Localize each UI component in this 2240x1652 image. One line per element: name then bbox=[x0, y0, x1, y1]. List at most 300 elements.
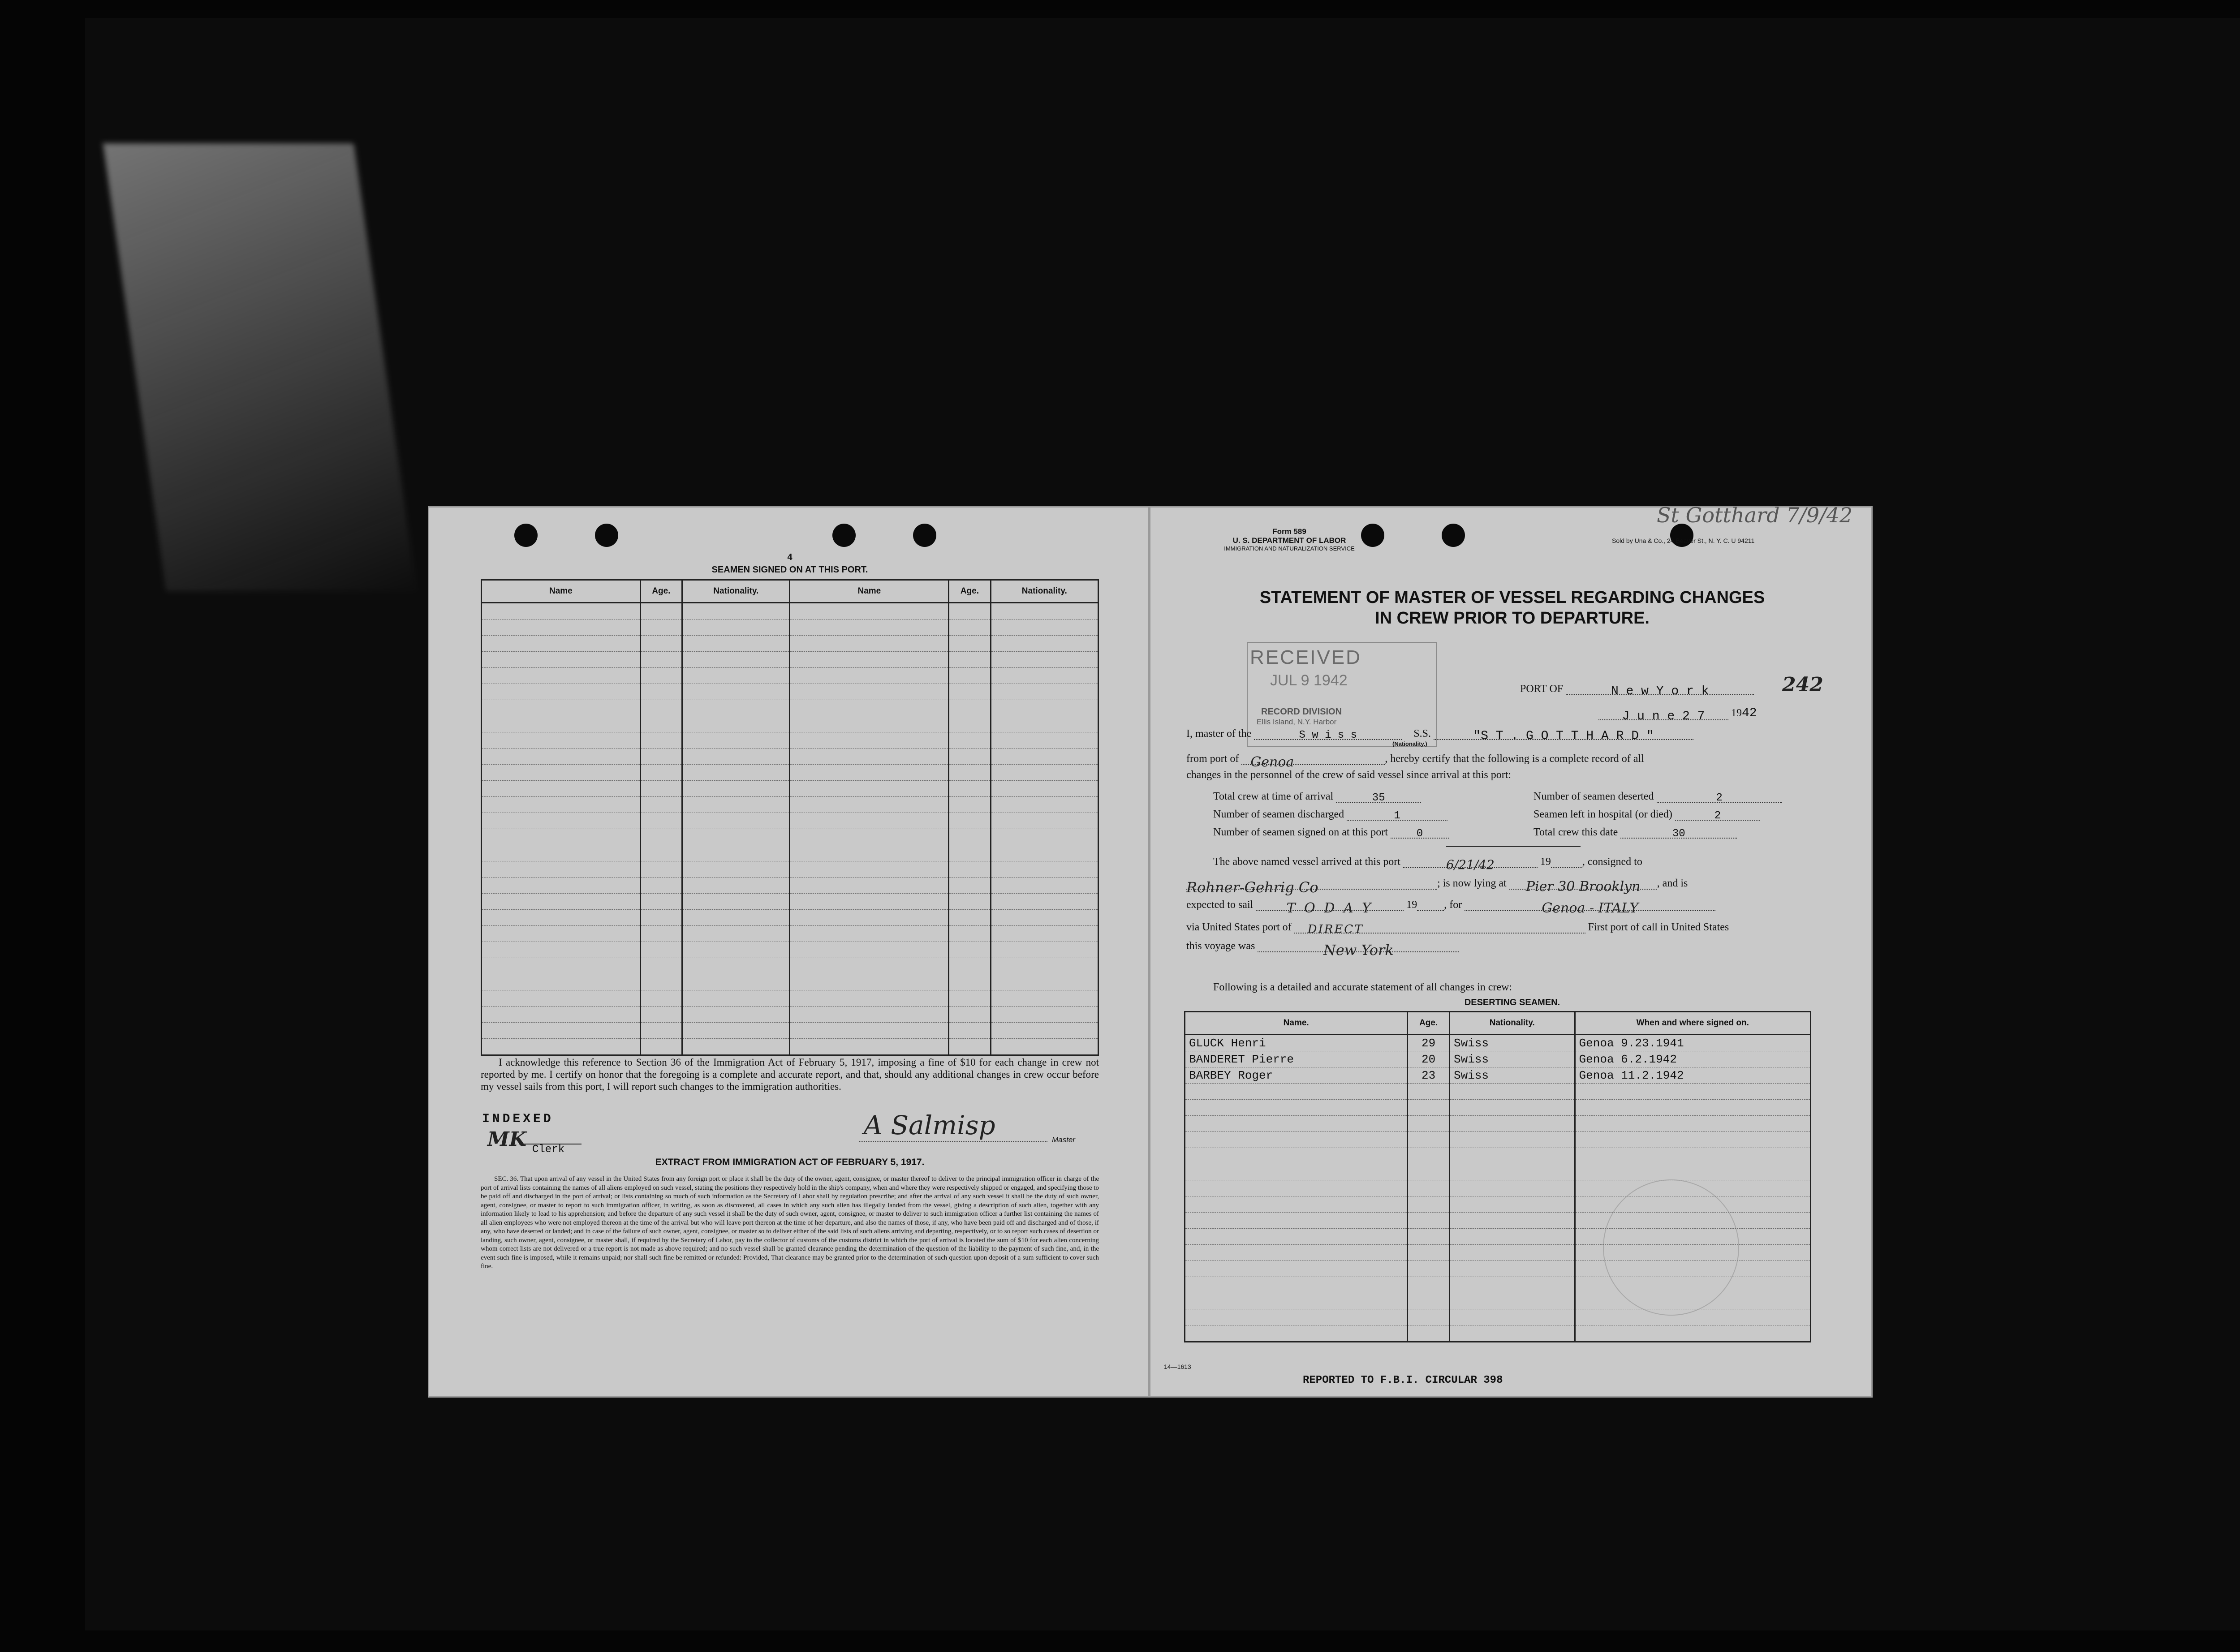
table-row bbox=[482, 813, 1098, 829]
hospital-row bbox=[1534, 809, 1760, 821]
table-cell bbox=[949, 700, 991, 716]
table-cell bbox=[949, 926, 991, 942]
expected-value: T O D A Y bbox=[1256, 900, 1404, 911]
table-cell bbox=[790, 926, 949, 942]
table-row bbox=[482, 861, 1098, 878]
table-cell bbox=[640, 636, 682, 652]
arrived-value: 6/21/42 bbox=[1403, 857, 1538, 868]
table-cell bbox=[482, 974, 641, 990]
table-cell bbox=[1575, 1164, 1810, 1180]
department: U. S. DEPARTMENT OF LABOR bbox=[1232, 536, 1346, 545]
col-name: Name bbox=[790, 580, 949, 603]
ss-label: S.S. bbox=[1413, 728, 1431, 740]
table-cell bbox=[682, 813, 790, 829]
table-cell bbox=[640, 765, 682, 781]
stamp-division: RECORD DIVISION bbox=[1261, 707, 1342, 717]
table-cell bbox=[482, 732, 641, 749]
table-cell bbox=[790, 910, 949, 926]
seller-imprint: Sold by Una & Co., 24 Beaver St., N. Y. C. U 94211 bbox=[1612, 537, 1755, 544]
table-cell bbox=[482, 636, 641, 652]
table-cell bbox=[1449, 1180, 1575, 1196]
table-row bbox=[482, 716, 1098, 732]
col-nationality: Nationality. bbox=[991, 580, 1098, 603]
table-cell bbox=[1575, 1116, 1810, 1132]
table-row bbox=[482, 845, 1098, 861]
deserted-label: Number of seamen deserted bbox=[1534, 791, 1654, 802]
table-cell bbox=[949, 910, 991, 926]
table-cell bbox=[991, 1039, 1098, 1055]
table-row bbox=[482, 732, 1098, 749]
lying-value: Pier 30 Brooklyn bbox=[1509, 879, 1657, 890]
table-cell bbox=[482, 749, 641, 765]
table-cell bbox=[482, 845, 641, 861]
table-cell bbox=[482, 620, 641, 636]
table-cell bbox=[1185, 1229, 1408, 1245]
table-cell bbox=[1185, 1180, 1408, 1196]
consignee-value: Rohner-Gehrig Co bbox=[1186, 879, 1437, 890]
table-cell bbox=[640, 926, 682, 942]
table-cell bbox=[991, 765, 1098, 781]
table-cell bbox=[682, 732, 790, 749]
table-cell bbox=[482, 684, 641, 700]
discharged-label: Number of seamen discharged bbox=[1213, 809, 1344, 820]
table-row bbox=[482, 910, 1098, 926]
table-row bbox=[482, 620, 1098, 636]
certify-text: , hereby certify that the following is a complete record of all bbox=[1385, 753, 1644, 765]
table-cell bbox=[790, 781, 949, 797]
arrived-label: The above named vessel arrived at this port bbox=[1213, 856, 1400, 868]
table-cell bbox=[640, 910, 682, 926]
table-cell bbox=[991, 974, 1098, 990]
table-row bbox=[482, 829, 1098, 845]
table-cell bbox=[991, 958, 1098, 974]
table-cell: BARBEY Roger bbox=[1185, 1067, 1408, 1084]
table-cell bbox=[640, 668, 682, 684]
table-cell bbox=[1575, 1132, 1810, 1148]
table-cell bbox=[991, 620, 1098, 636]
table-cell bbox=[949, 1039, 991, 1055]
table-row bbox=[1185, 1116, 1811, 1132]
voyage-value: New York bbox=[1258, 942, 1459, 952]
table-cell bbox=[1185, 1277, 1408, 1293]
table-cell bbox=[790, 636, 949, 652]
table-cell bbox=[1408, 1148, 1450, 1164]
table-cell bbox=[1408, 1277, 1450, 1293]
table-cell bbox=[790, 974, 949, 990]
table-cell bbox=[790, 765, 949, 781]
table-cell bbox=[991, 861, 1098, 878]
table-row bbox=[482, 652, 1098, 668]
table-cell bbox=[949, 749, 991, 765]
table-cell bbox=[682, 845, 790, 861]
table-cell bbox=[949, 668, 991, 684]
table-cell bbox=[1408, 1213, 1450, 1229]
table-cell bbox=[682, 942, 790, 958]
table-cell bbox=[949, 732, 991, 749]
table-cell bbox=[949, 781, 991, 797]
table-cell bbox=[949, 829, 991, 845]
table-cell bbox=[949, 894, 991, 910]
via-value: DIRECT bbox=[1294, 923, 1585, 934]
table-cell bbox=[790, 894, 949, 910]
table-cell bbox=[949, 797, 991, 813]
table-cell bbox=[1408, 1132, 1450, 1148]
port-label: PORT OF bbox=[1520, 683, 1564, 695]
table-cell bbox=[482, 910, 641, 926]
table-cell bbox=[640, 894, 682, 910]
table-cell bbox=[640, 878, 682, 894]
table-cell bbox=[1449, 1213, 1575, 1229]
table-cell bbox=[482, 878, 641, 894]
table-cell bbox=[790, 684, 949, 700]
table-cell bbox=[1449, 1309, 1575, 1325]
table-cell bbox=[991, 700, 1098, 716]
table-row bbox=[1185, 1325, 1811, 1342]
table-cell bbox=[640, 781, 682, 797]
table-cell bbox=[991, 942, 1098, 958]
port-value: N e w Y o r k bbox=[1566, 684, 1754, 695]
from-port-value: Genoa bbox=[1241, 754, 1385, 765]
table-cell bbox=[949, 620, 991, 636]
punch-hole bbox=[832, 524, 856, 547]
table-cell bbox=[1575, 1148, 1810, 1164]
following-text: Following is a detailed and accurate statement of all changes in crew: bbox=[1213, 981, 1512, 993]
signed-on-value: 0 bbox=[1391, 828, 1449, 839]
table-cell: Genoa 11.2.1942 bbox=[1575, 1067, 1810, 1084]
table-cell: BANDERET Pierre bbox=[1185, 1051, 1408, 1067]
table-cell bbox=[682, 749, 790, 765]
table-cell bbox=[991, 732, 1098, 749]
table-cell bbox=[1408, 1245, 1450, 1261]
table-cell bbox=[482, 652, 641, 668]
table-row bbox=[1185, 1084, 1811, 1100]
table-cell bbox=[482, 829, 641, 845]
table-cell bbox=[1185, 1325, 1408, 1342]
table-cell: Genoa 6.2.1942 bbox=[1575, 1051, 1810, 1067]
table-cell bbox=[1185, 1164, 1408, 1180]
table-cell bbox=[482, 765, 641, 781]
discharged-value: 1 bbox=[1347, 810, 1447, 821]
table-cell bbox=[482, 1007, 641, 1023]
voyage-row bbox=[1186, 940, 1459, 959]
table-cell bbox=[991, 926, 1098, 942]
stamp-received: RECEIVED bbox=[1250, 646, 1361, 668]
table-cell bbox=[949, 684, 991, 700]
form-title-line1: STATEMENT OF MASTER OF VESSEL REGARDING CHANGES bbox=[1259, 588, 1765, 607]
punch-hole bbox=[595, 524, 618, 547]
total-date-value: 30 bbox=[1620, 828, 1737, 839]
table-cell bbox=[949, 652, 991, 668]
col-signed-on: When and where signed on. bbox=[1575, 1012, 1810, 1035]
table-cell bbox=[640, 749, 682, 765]
table-cell bbox=[1449, 1245, 1575, 1261]
table-cell bbox=[991, 990, 1098, 1007]
table-row bbox=[1185, 1180, 1811, 1196]
table-cell bbox=[482, 894, 641, 910]
table-cell bbox=[682, 1039, 790, 1055]
table-cell bbox=[1449, 1084, 1575, 1100]
port-row bbox=[1520, 683, 1754, 698]
table-cell bbox=[482, 1023, 641, 1039]
table-cell bbox=[991, 1007, 1098, 1023]
table-cell bbox=[991, 684, 1098, 700]
table-cell bbox=[682, 974, 790, 990]
year-prefix: 19 bbox=[1540, 856, 1551, 868]
deserted-value: 2 bbox=[1657, 792, 1782, 803]
date-value: J u n e 2 7 bbox=[1598, 710, 1728, 720]
punch-hole bbox=[913, 524, 936, 547]
table-cell bbox=[790, 620, 949, 636]
col-name: Name bbox=[482, 580, 641, 603]
table-cell bbox=[991, 910, 1098, 926]
table-cell: 20 bbox=[1408, 1051, 1450, 1067]
from-port-row bbox=[1186, 753, 1644, 770]
year-prefix: 19 bbox=[1731, 707, 1742, 719]
lying-label: ; is now lying at bbox=[1437, 878, 1507, 889]
table-cell bbox=[640, 990, 682, 1007]
table-row bbox=[1185, 1148, 1811, 1164]
for-label: , for bbox=[1444, 899, 1462, 911]
table-cell: 23 bbox=[1408, 1067, 1450, 1084]
table-cell bbox=[1185, 1084, 1408, 1100]
master-line bbox=[859, 1141, 1047, 1142]
table-row bbox=[482, 765, 1098, 781]
table-row bbox=[1185, 1309, 1811, 1325]
table-cell bbox=[682, 603, 790, 620]
table-cell bbox=[949, 716, 991, 732]
corner-note: St Gotthard 7/9/42 bbox=[1657, 503, 1853, 527]
clerk-label: Clerk bbox=[532, 1144, 565, 1156]
service: IMMIGRATION AND NATURALIZATION SERVICE bbox=[1224, 545, 1355, 552]
year-value: 42 bbox=[1742, 706, 1757, 720]
stamp-date: JUL 9 1942 bbox=[1270, 672, 1348, 689]
table-cell bbox=[790, 878, 949, 894]
table-cell bbox=[1449, 1164, 1575, 1180]
table-row bbox=[482, 974, 1098, 990]
table-cell bbox=[949, 990, 991, 1007]
rule bbox=[1446, 846, 1581, 847]
table-cell bbox=[682, 990, 790, 1007]
voyage-label: this voyage was bbox=[1186, 940, 1255, 952]
table-row bbox=[482, 700, 1098, 716]
table-cell bbox=[682, 829, 790, 845]
table-cell bbox=[949, 942, 991, 958]
table-row bbox=[1185, 1051, 1811, 1067]
table-cell bbox=[1185, 1196, 1408, 1213]
expected-label: expected to sail bbox=[1186, 899, 1254, 911]
from-port-label: from port of bbox=[1186, 753, 1239, 765]
table-cell bbox=[640, 716, 682, 732]
table-cell bbox=[640, 1039, 682, 1055]
consignee-row bbox=[1186, 878, 1688, 896]
table-row bbox=[482, 990, 1098, 1007]
table-cell bbox=[482, 716, 641, 732]
table-cell bbox=[991, 813, 1098, 829]
arrived-row bbox=[1213, 856, 1642, 872]
table-cell bbox=[682, 958, 790, 974]
footer-code: 14—1613 bbox=[1164, 1363, 1191, 1370]
table-cell bbox=[991, 797, 1098, 813]
table-cell bbox=[790, 732, 949, 749]
deserting-title: DESERTING SEAMEN. bbox=[1464, 998, 1560, 1007]
table-cell bbox=[640, 1023, 682, 1039]
table-cell bbox=[1185, 1309, 1408, 1325]
table-cell bbox=[482, 700, 641, 716]
table-cell bbox=[1408, 1229, 1450, 1245]
table-cell: GLUCK Henri bbox=[1185, 1035, 1408, 1051]
master-signature: A Salmisp bbox=[864, 1110, 995, 1140]
date-row bbox=[1598, 706, 1757, 723]
table-cell bbox=[991, 894, 1098, 910]
table-cell bbox=[1408, 1196, 1450, 1213]
table-cell bbox=[1408, 1180, 1450, 1196]
table-cell bbox=[949, 813, 991, 829]
first-port-label: First port of call in United States bbox=[1588, 921, 1729, 933]
table-cell bbox=[790, 861, 949, 878]
col-nationality: Nationality. bbox=[1449, 1012, 1575, 1035]
indexed-stamp: INDEXED bbox=[482, 1112, 554, 1126]
table-cell bbox=[1185, 1293, 1408, 1309]
table-cell bbox=[1575, 1100, 1810, 1116]
table-row bbox=[1185, 1067, 1811, 1084]
table-cell bbox=[1449, 1116, 1575, 1132]
table-cell bbox=[1185, 1213, 1408, 1229]
table-cell bbox=[682, 620, 790, 636]
table-cell bbox=[991, 781, 1098, 797]
year-prefix: 19 bbox=[1406, 899, 1417, 911]
table-cell bbox=[640, 1007, 682, 1023]
acknowledgement-text: I acknowledge this reference to Section 36 of the Immigration Act of February 5, 1917, imposing a fine of $10 for each change in crew not reported by me. I certify on honor that the foregoing is a complete and accurate report, and that, should any additional changes in crew occur before my vessel sails from this port, I will report such changes to the immigration authorities. bbox=[481, 1057, 1099, 1092]
table-row bbox=[482, 894, 1098, 910]
table-cell bbox=[790, 1023, 949, 1039]
table-cell bbox=[991, 1023, 1098, 1039]
total-arrival-row bbox=[1213, 791, 1421, 803]
signed-on-row bbox=[1213, 826, 1449, 839]
table-cell bbox=[991, 829, 1098, 845]
table-cell bbox=[1185, 1116, 1408, 1132]
deserted-row bbox=[1534, 791, 1782, 803]
master-label: Master bbox=[1052, 1136, 1075, 1144]
table-cell bbox=[640, 861, 682, 878]
table-row bbox=[482, 926, 1098, 942]
table-row bbox=[482, 781, 1098, 797]
punch-hole bbox=[1442, 524, 1465, 547]
table-row bbox=[482, 603, 1098, 620]
signed-on-table bbox=[481, 579, 1099, 1056]
table-cell bbox=[790, 797, 949, 813]
table-cell bbox=[790, 845, 949, 861]
table-row bbox=[482, 1039, 1098, 1055]
table-cell bbox=[1449, 1196, 1575, 1213]
table-cell bbox=[482, 603, 641, 620]
table-cell bbox=[682, 700, 790, 716]
table-cell bbox=[790, 942, 949, 958]
table-cell bbox=[682, 894, 790, 910]
table-cell bbox=[1408, 1309, 1450, 1325]
table-row bbox=[482, 684, 1098, 700]
table-cell bbox=[949, 1007, 991, 1023]
via-label: via United States port of bbox=[1186, 921, 1292, 933]
master-row bbox=[1186, 728, 1693, 743]
table-cell bbox=[790, 700, 949, 716]
table-cell: Swiss bbox=[1449, 1067, 1575, 1084]
table-cell bbox=[991, 845, 1098, 861]
table-cell bbox=[1185, 1148, 1408, 1164]
table-cell bbox=[1408, 1084, 1450, 1100]
table-cell bbox=[1575, 1084, 1810, 1100]
table-cell bbox=[482, 813, 641, 829]
table-cell bbox=[949, 765, 991, 781]
nationality-value: S w i s s bbox=[1254, 729, 1402, 740]
table-cell bbox=[482, 1039, 641, 1055]
table-cell bbox=[790, 749, 949, 765]
extract-text: SEC. 36. That upon arrival of any vessel in the United States from any foreign port or place it shall be the duty of the owner, agent, consignee, or master thereof to deliver to the principal immigration officer in charge of the port of arrival lists containing the names of all aliens employed on such vessel, stating the positions they respectively hold in the ship's company, when and where they were respectively shipped or engaged, and specifying those to be paid off and discharged in the port of arrival; or lists containing so much of such information as the Secretary of Labor shall by regulation prescribe; and after the arrival of any such vessel it shall be the duty of such owner, agent, consignee, or master to report to such immigration officer, in writing, as soon as discovered, all cases in which any such alien has illegally landed from the vessel, giving a description of such alien, together with any information likely to lead to his apprehension; and before the departure of any such vessel it shall be the duty of such owner, agent, consignee, or master to deliver to such immigration officer a further list containing the names of all alien employees who were not employed thereon at the time of the arrival but who will leave port thereon at the time of her departure, and also the names of those, if any, who have been paid off and discharged and of those, if any, who have deserted or landed; and in case of the failure of such owner, agent, consignee, or master so to deliver either of the said lists of such aliens arriving and departing, respectively, or to so report such cases of desertion or landing, such owner, agent, consignee, or master shall, if required by the Secretary of Labor, pay to the collector of customs of the customs district in which the port of arrival is located the sum of $10 for each alien concerning whom correct lists are not delivered or a true report is not made as above required; and no such vessel shall be granted clearance pending the determination of the question of the liability to the payment of such fine, and, in the event such fine is imposed, while it remains unpaid; nor shall such fine be remitted or refunded: Provided, That clearance may be granted prior to the determination of such question upon deposit of a sum sufficient to cover such fine. bbox=[481, 1175, 1099, 1270]
table-cell bbox=[991, 716, 1098, 732]
via-row bbox=[1186, 921, 1729, 934]
table-cell bbox=[682, 1007, 790, 1023]
table-cell bbox=[949, 958, 991, 974]
faded-seal bbox=[1603, 1179, 1739, 1316]
table-cell bbox=[790, 813, 949, 829]
table-cell: Swiss bbox=[1449, 1035, 1575, 1051]
table-cell bbox=[1449, 1261, 1575, 1277]
sheet-mark: 242 bbox=[1782, 673, 1823, 696]
stamp-place: Ellis Island, N.Y. Harbor bbox=[1257, 718, 1337, 726]
table-cell bbox=[682, 1023, 790, 1039]
table-cell bbox=[682, 716, 790, 732]
table-cell bbox=[640, 958, 682, 974]
col-name: Name. bbox=[1185, 1012, 1408, 1035]
table-cell bbox=[640, 684, 682, 700]
table-cell bbox=[790, 990, 949, 1007]
table-cell bbox=[682, 668, 790, 684]
table-row bbox=[482, 958, 1098, 974]
table-cell bbox=[682, 861, 790, 878]
table-cell bbox=[640, 829, 682, 845]
changes-text: changes in the personnel of the crew of said vessel since arrival at this port: bbox=[1186, 769, 1512, 781]
table-cell bbox=[682, 636, 790, 652]
table-cell bbox=[1408, 1325, 1450, 1342]
fbi-stamp: REPORTED TO F.B.I. CIRCULAR 398 bbox=[1303, 1374, 1503, 1386]
hospital-label: Seamen left in hospital (or died) bbox=[1534, 809, 1672, 820]
table-row bbox=[482, 878, 1098, 894]
table-cell bbox=[1408, 1261, 1450, 1277]
extract-title: EXTRACT FROM IMMIGRATION ACT OF FEBRUARY 5, 1917. bbox=[655, 1157, 925, 1167]
table-cell bbox=[482, 942, 641, 958]
table-cell bbox=[1449, 1325, 1575, 1342]
table-row bbox=[482, 668, 1098, 684]
signed-on-title: SEAMEN SIGNED ON AT THIS PORT. bbox=[711, 565, 868, 575]
table-cell bbox=[1575, 1325, 1810, 1342]
table-cell bbox=[949, 878, 991, 894]
table-cell bbox=[682, 926, 790, 942]
table-cell bbox=[790, 958, 949, 974]
for-value: Genoa - ITALY bbox=[1465, 900, 1715, 911]
table-row bbox=[482, 749, 1098, 765]
table-cell bbox=[790, 1007, 949, 1023]
col-age: Age. bbox=[1408, 1012, 1450, 1035]
table-cell bbox=[1185, 1245, 1408, 1261]
table-cell bbox=[949, 861, 991, 878]
table-cell bbox=[949, 636, 991, 652]
table-cell bbox=[949, 974, 991, 990]
total-arrival-value: 35 bbox=[1336, 792, 1421, 803]
table-cell bbox=[1408, 1100, 1450, 1116]
table-cell bbox=[640, 974, 682, 990]
table-cell bbox=[1185, 1100, 1408, 1116]
table-row bbox=[482, 942, 1098, 958]
table-row bbox=[482, 797, 1098, 813]
